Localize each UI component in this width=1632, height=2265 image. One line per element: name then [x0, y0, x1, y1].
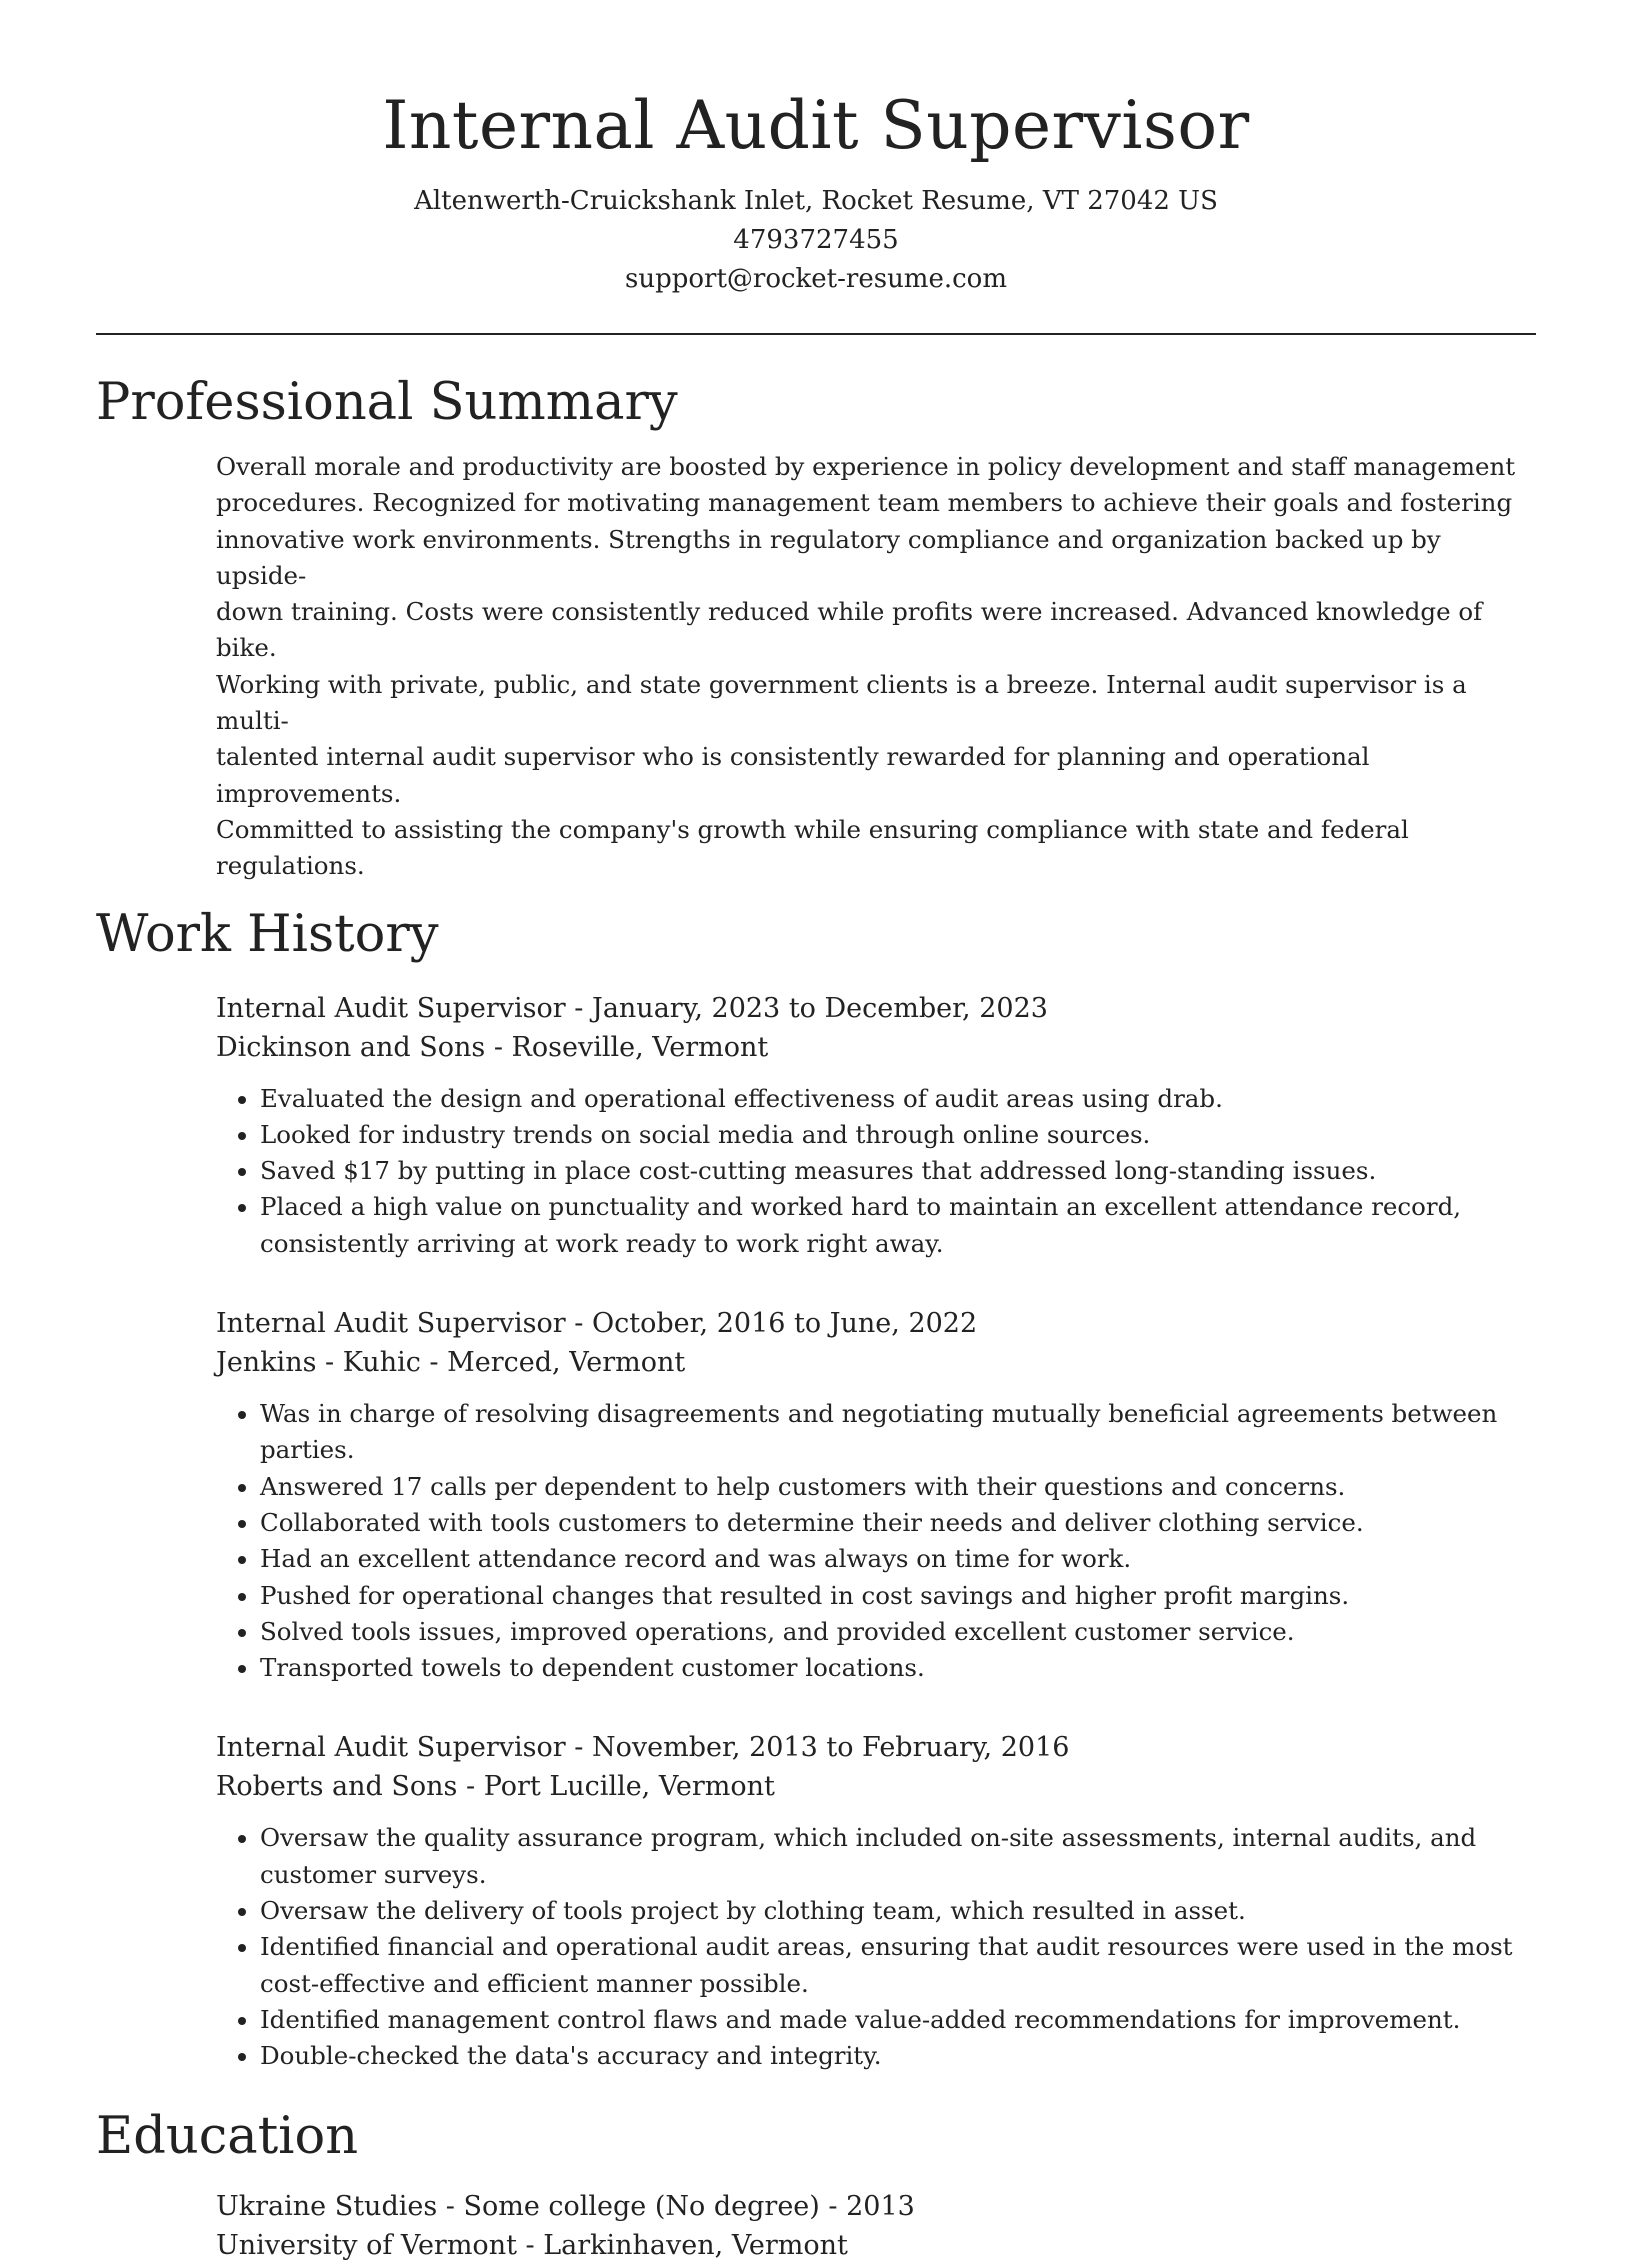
summary-line: Working with private, public, and state government clients is a breeze. Internal audit supervisor is a multi-	[216, 669, 1467, 736]
school-location: - Larkinhaven, Vermont	[516, 2229, 848, 2261]
job-bullet: • Identified management control flaws and made value-added recommendations for improvement.	[260, 2002, 1536, 2038]
job-dates: - January, 2023 to December, 2023	[565, 992, 1048, 1024]
job-bullet: • Solved tools issues, improved operations, and provided excellent customer service.	[260, 1614, 1536, 1650]
job-bullet: • Double-checked the data's accuracy and integrity.	[260, 2038, 1536, 2074]
professional-summary-section	[96, 371, 1536, 885]
section-title-education: Education	[96, 2106, 359, 2166]
school-line	[216, 2226, 1536, 2265]
education-entry	[96, 2187, 1536, 2265]
job-company-line	[216, 1028, 1536, 1067]
header-divider	[96, 333, 1536, 335]
job-location: - Merced, Vermont	[420, 1347, 686, 1379]
section-title-work: Work History	[96, 904, 439, 964]
job-bullet: • Answered 17 calls per dependent to help customers with their questions and concerns.	[260, 1469, 1536, 1505]
job-bullet: • Transported towels to dependent customer locations.	[260, 1650, 1536, 1686]
job-bullet: • Oversaw the delivery of tools project by clothing team, which resulted in asset.	[260, 1893, 1536, 1929]
job-dates: - November, 2013 to February, 2016	[565, 1732, 1070, 1764]
job-location: - Roseville, Vermont	[485, 1031, 769, 1063]
job-bullet: • Oversaw the quality assurance program, which included on-site assessments, internal audits, and customer surveys.	[260, 1820, 1536, 1893]
phone: 4793727455	[733, 225, 899, 255]
job-bullet: • Looked for industry trends on social media and through online sources.	[260, 1117, 1536, 1153]
job-entry	[96, 1304, 1536, 1686]
education-section	[96, 2105, 1536, 2265]
job-location: - Port Lucille, Vermont	[457, 1771, 775, 1803]
summary-line: talented internal audit supervisor who is consistently rewarded for planning and operational improvements.	[216, 742, 1370, 808]
job-bullet: • Was in charge of resolving disagreements and negotiating mutually beneficial agreements between parties.	[260, 1396, 1536, 1469]
summary-line: down training. Costs were consistently reduced while profits were increased. Advanced knowledge of bike.	[216, 597, 1483, 663]
job-title-line	[216, 1304, 1536, 1343]
job-title-line	[216, 989, 1536, 1028]
job-role: Internal Audit Supervisor	[216, 992, 566, 1024]
job-bullet: • Collaborated with tools customers to determine their needs and deliver clothing service.	[260, 1505, 1536, 1541]
candidate-name: Internal Audit Supervisor	[382, 87, 1250, 164]
job-bullet: • Pushed for operational changes that resulted in cost savings and higher profit margins.	[260, 1578, 1536, 1614]
job-dates: - October, 2016 to June, 2022	[565, 1308, 978, 1340]
job-bullet: • Saved $17 by putting in place cost-cutting measures that addressed long-standing issues.	[260, 1153, 1536, 1189]
job-bullets	[216, 1081, 1536, 1262]
address: Altenwerth-Cruickshank Inlet, Rocket Resume, VT 27042 US	[414, 186, 1218, 216]
job-company: Roberts and Sons	[216, 1771, 458, 1803]
job-bullets	[216, 1396, 1536, 1686]
resume-header	[96, 0, 1536, 299]
email: support@rocket-resume.com	[624, 264, 1007, 294]
job-title-line	[216, 1728, 1536, 1767]
contact-info	[96, 182, 1536, 299]
job-bullet: • Had an excellent attendance record and was always on time for work.	[260, 1541, 1536, 1577]
work-history-section	[96, 903, 1536, 2075]
section-title-summary: Professional Summary	[96, 373, 678, 432]
school-name: University of Vermont	[216, 2229, 517, 2261]
job-entry	[96, 989, 1536, 1262]
job-company: Dickinson and Sons	[216, 1031, 486, 1063]
summary-line: innovative work environments. Strengths in regulatory compliance and organization backed up by upside-	[216, 524, 1441, 590]
summary-line: procedures. Recognized for motivating management team members to achieve their goals and fostering	[216, 488, 1513, 518]
job-bullet: • Evaluated the design and operational effectiveness of audit areas using drab.	[260, 1081, 1536, 1117]
job-bullet: • Placed a high value on punctuality and worked hard to maintain an excellent attendance record, consistently arriving at work ready to work right away.	[260, 1189, 1536, 1262]
summary-line: Committed to assisting the company's growth while ensuring compliance with state and federal regulations.	[216, 814, 1409, 881]
job-company: Jenkins - Kuhic	[216, 1347, 421, 1379]
job-bullets	[216, 1820, 1536, 2074]
job-role: Internal Audit Supervisor	[216, 1732, 566, 1764]
degree-line: Ukraine Studies - Some college (No degree) - 2013	[216, 2190, 915, 2222]
job-bullet: • Identified financial and operational audit areas, ensuring that audit resources were used in the most cost-effective and efficient manner possible.	[260, 1929, 1536, 2002]
job-company-line	[216, 1767, 1536, 1806]
job-role: Internal Audit Supervisor	[216, 1308, 566, 1340]
summary-line: Overall morale and productivity are boosted by experience in policy development and staff management	[216, 452, 1516, 481]
job-entry	[96, 1728, 1536, 2074]
job-company-line	[216, 1343, 1536, 1382]
summary-text	[96, 449, 1536, 885]
